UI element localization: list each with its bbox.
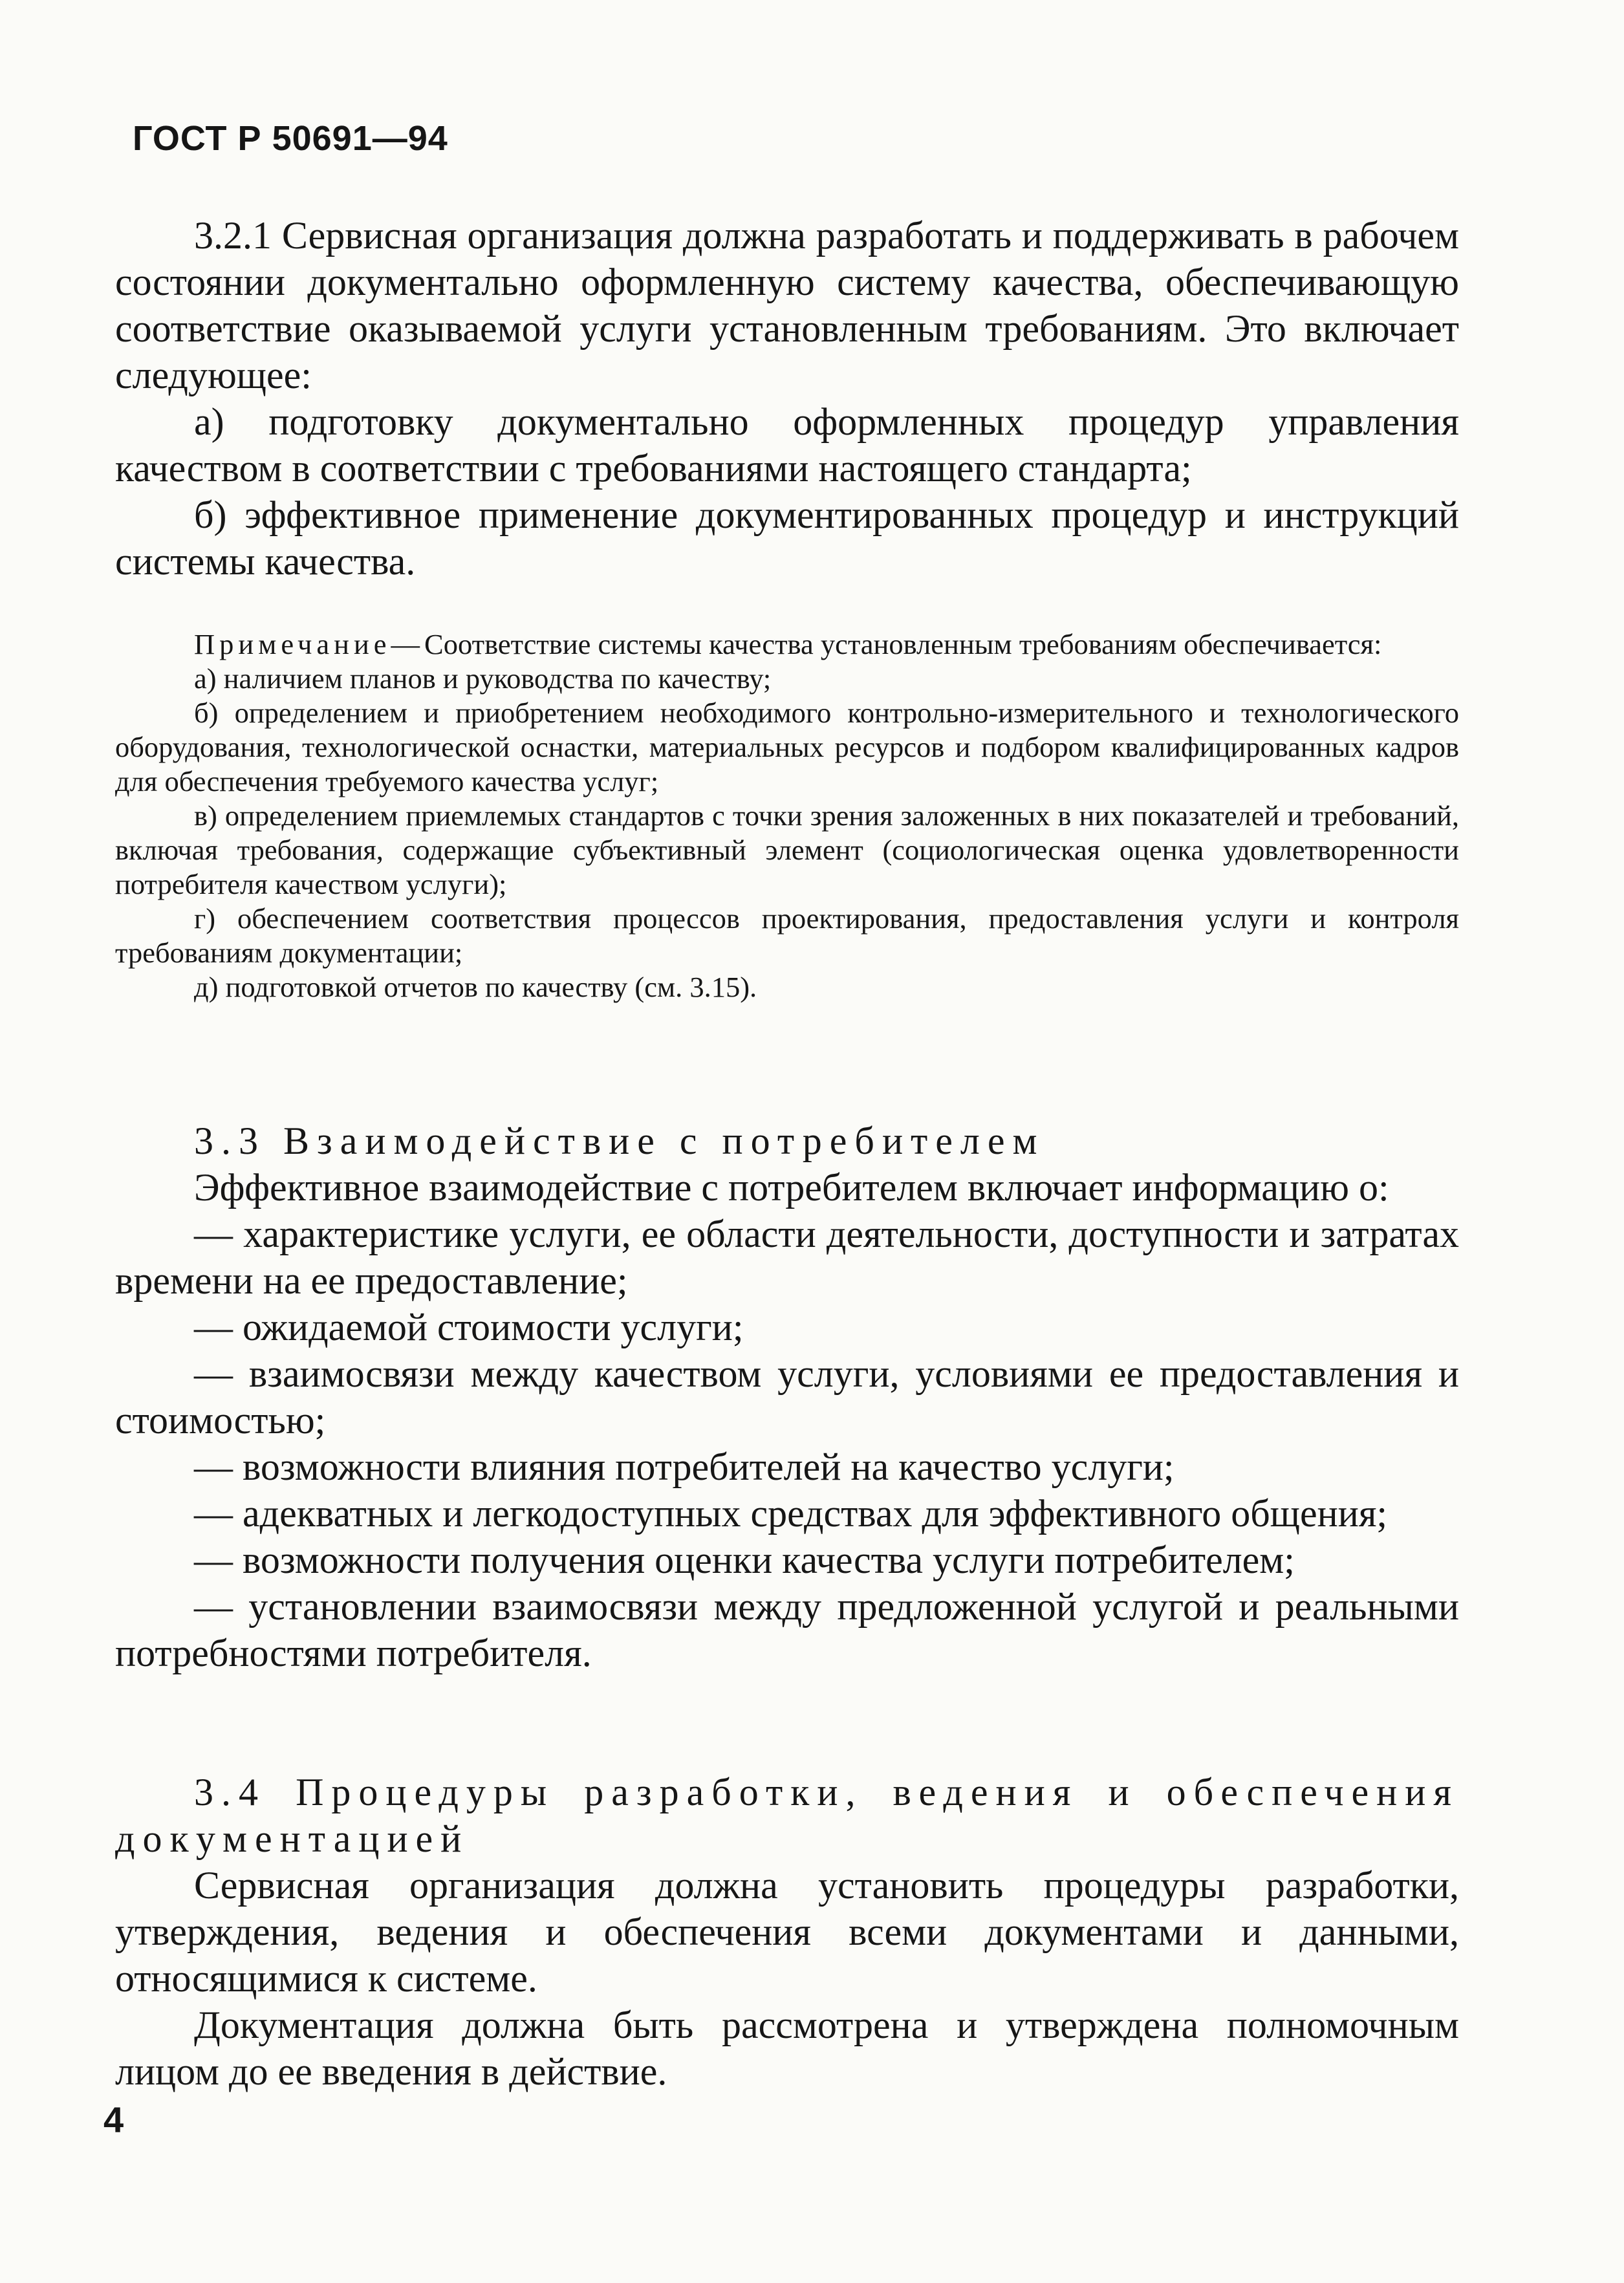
list-item: — ожидаемой стоимости услуги; [194,1306,744,1348]
note-label: Примечание— [194,628,425,660]
note-item-d: д) подготовкой отчетов по качеству (см. 3.15). [194,971,757,1003]
list-item: — адекватных и легкодоступных средствах для эффективного общения; [194,1492,1388,1535]
paragraph: Документация должна быть рассмотрена и утверждена полномочным лицом до ее введения в действие. [115,2004,1459,2093]
list-item-a: а) подготовку документально оформленных процедур управления качеством в соответствии с требованиями настоящего стандарта; [115,400,1459,490]
list-item: — характеристике услуги, ее области деятельности, доступности и затратах времени на ее предоставление; [115,1213,1459,1302]
section-3-3-heading [115,1118,1459,1164]
section-heading: 3.3 Взаимодействие с потребителем [194,1120,1045,1162]
page-header-doc-id: ГОСТ Р 50691—94 [133,119,448,158]
note-lead-text: Соответствие системы качества установленным требованиям обеспечивается: [424,628,1382,660]
paragraph-intro: 3.2.1 Сервисная организация должна разработать и поддерживать в рабочем состоянии документально оформленную систему качества, обеспечивающую соответствие оказываемой услуги установленным требованиям. Это включает следующее: [115,214,1459,396]
note-item-v: в) определением приемлемых стандартов с точки зрения заложенных в них показателей и требований, включая требования, содержащие субъективный элемент (социологическая оценка удовлетворенности потребителя качеством услуги); [115,799,1459,900]
note-item-a: а) наличием планов и руководства по качеству; [194,662,772,695]
section-3-4-heading [115,1769,1459,1862]
section-3-3-body [115,1164,1459,1676]
list-item: — установлении взаимосвязи между предложенной услугой и реальными потребностями потребителя. [115,1585,1459,1674]
note-block [115,627,1459,1004]
section-3-4-body [115,1862,1459,2095]
list-item-b: б) эффективное применение документированных процедур и инструкций системы качества. [115,493,1459,583]
paragraph-intro: Эффективное взаимодействие с потребителем включает информацию о: [194,1166,1389,1209]
list-item: — возможности получения оценки качества услуги потребителем; [194,1539,1295,1581]
page-number: 4 [103,2099,124,2140]
list-item: — взаимосвязи между качеством услуги, условиями ее предоставления и стоимостью; [115,1352,1459,1442]
note-item-g: г) обеспечением соответствия процессов проектирования, предоставления услуги и контроля требованиям документации; [115,902,1459,969]
note-lead [115,627,1459,662]
paragraph: Сервисная организация должна установить процедуры разработки, утверждения, ведения и обеспечения всеми документами и данными, относящимися к системе. [115,1864,1459,2000]
list-item: — возможности влияния потребителей на качество услуги; [194,1445,1175,1488]
section-3-2-1 [115,212,1459,585]
note-item-b: б) определением и приобретением необходимого контрольно-измерительного и технологического оборудования, технологической оснастки, материальных ресурсов и подбором квалифицированных кадров для обеспечения требуемого качества услуг; [115,697,1459,797]
section-heading: 3.4 Процедуры разработки, ведения и обеспечения документацией [115,1771,1459,1860]
